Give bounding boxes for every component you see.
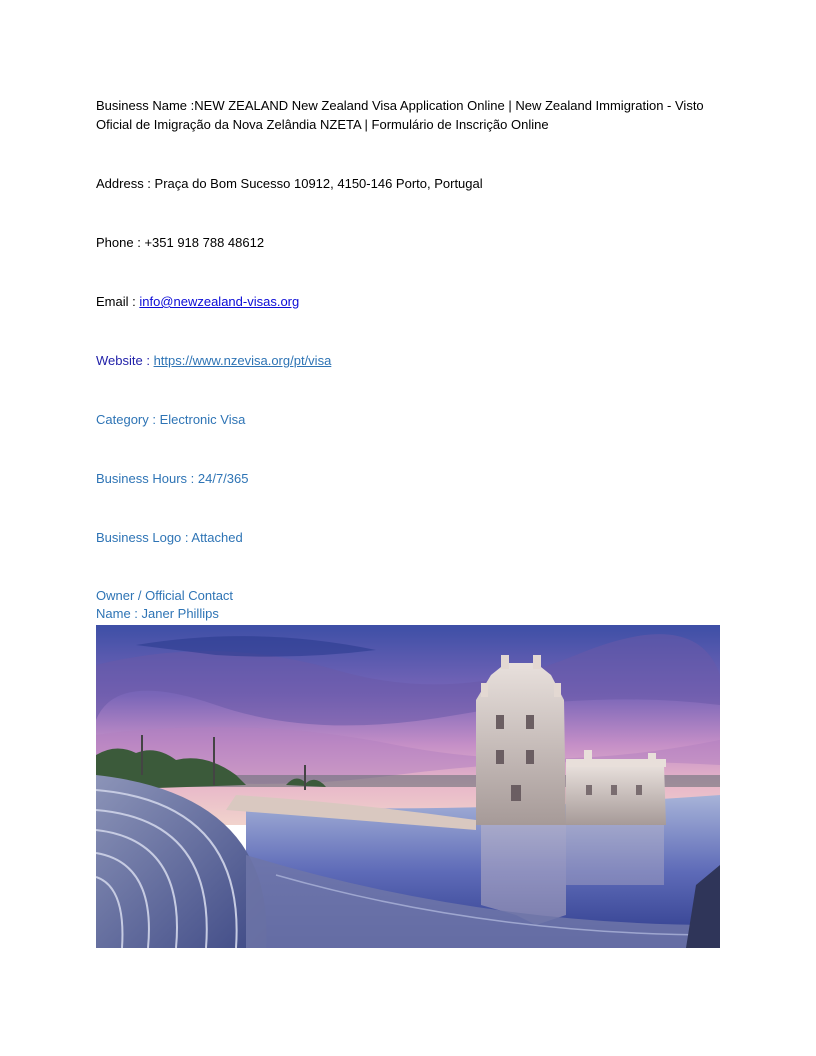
business-name-value: NEW ZEALAND New Zealand Visa Application Online | New Zealand Immigration - Visto Oficial de Imigração da Nova Zelândia NZETA | Formulário de Inscrição Online (96, 98, 704, 132)
business-name-label: Business Name : (96, 98, 195, 113)
spacer (96, 134, 720, 174)
address-label: Address : (96, 176, 155, 191)
phone-line (96, 233, 720, 252)
spacer (96, 252, 720, 292)
website-label: Website : (96, 353, 154, 368)
document-page (96, 96, 720, 623)
phone-value: +351 918 788 48612 (144, 235, 265, 250)
spacer (96, 370, 720, 410)
email-line (96, 292, 720, 311)
category-line: Category : Electronic Visa (96, 412, 246, 427)
spacer (96, 311, 720, 351)
spacer (96, 488, 720, 528)
website-line (96, 351, 720, 370)
business-name-line (96, 96, 720, 134)
business-logo-line: Business Logo : Attached (96, 530, 243, 545)
business-hours-line: Business Hours : 24/7/365 (96, 471, 249, 486)
owner-heading: Owner / Official Contact (96, 588, 234, 603)
belem-tower-photo (96, 625, 720, 948)
email-label: Email : (96, 294, 140, 309)
website-link[interactable]: https://www.nzevisa.org/pt/visa (153, 353, 332, 368)
address-line (96, 174, 720, 193)
phone-label: Phone : (96, 235, 145, 250)
spacer (96, 193, 720, 233)
spacer (96, 547, 720, 587)
address-value: Praça do Bom Sucesso 10912, 4150-146 Porto, Portugal (154, 176, 483, 191)
spacer (96, 429, 720, 469)
owner-name: Name : Janer Phillips (96, 606, 219, 621)
email-link[interactable]: info@newzealand-visas.org (139, 294, 300, 309)
